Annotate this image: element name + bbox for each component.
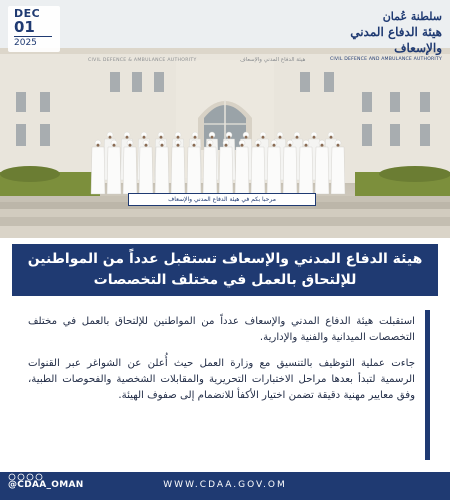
article-paragraph-2: جاءت عملية التوظيف بالتنسيق مع وزارة العمل حيث أُعلن عن الشواغر عبر القنوات الرسمية لتبدأ بعدها مراحل الاختبارات التحريرية والمقابلات الشخصية والفحوصات الطبية، وفق معايير مهنية دقيقة تضمن اختيار الأكفأ للانضمام إلى صفوف الهيئة. [28,358,415,401]
person-front-6-robe [187,147,201,194]
headline: هيئة الدفاع المدني والإسعاف تستقبل عدداً من المواطنين للإلتحاق بالعمل في مختلف التخصصات [12,244,438,296]
person-front-2-robe [123,147,137,194]
date-month: DEC [14,7,41,20]
person-front-9-robe [235,147,249,194]
footer-bar [0,472,450,500]
person-front-0-robe [91,147,105,194]
person-front-15-robe [331,147,345,194]
person-front-13-robe [299,147,313,194]
person-front-10-robe [251,147,265,194]
date-badge [8,6,60,52]
person-front-8-robe [219,147,233,194]
person-front-4-robe [155,147,169,194]
person-front-5-robe [171,147,185,194]
person-front-3-robe [139,147,153,194]
date-year: 2025 [14,38,37,48]
date-day: 01 [14,18,35,36]
person-front-1-robe [107,147,121,194]
person-front-7-robe [203,147,217,194]
article-body [22,310,430,460]
logo-arabic-line2: هيئة الدفاع المدني والإسعاف [350,25,442,55]
date-divider [14,36,52,37]
person-front-11-robe [267,147,281,194]
person-front-14-robe [315,147,329,194]
building-sign-english: CIVIL DEFENCE & AMBULANCE AUTHORITY [88,58,197,63]
logo-english: CIVIL DEFENCE AND AMBULANCE AUTHORITY [329,57,442,62]
website-link[interactable]: WWW.CDAA.GOV.OM [163,480,287,490]
person-front-12-robe [283,147,297,194]
social-handle[interactable]: @CDAA_OMAN [8,480,84,490]
hero-photo [0,0,450,238]
welcome-banner: مرحبا بكم في هيئة الدفاع المدني والإسعاف [128,193,316,206]
logo-arabic-line1: سلطنة عُمان [382,10,442,23]
authority-logo [312,10,442,62]
article-paragraph-1: استقبلت هيئة الدفاع المدني والإسعاف عدداً من المواطنين للإلتحاق بالعمل في مختلف التخصصات الميدانية والفنية والإدارية. [28,316,415,343]
building-sign-arabic: هيئة الدفاع المدني والإسعاف [240,57,306,63]
